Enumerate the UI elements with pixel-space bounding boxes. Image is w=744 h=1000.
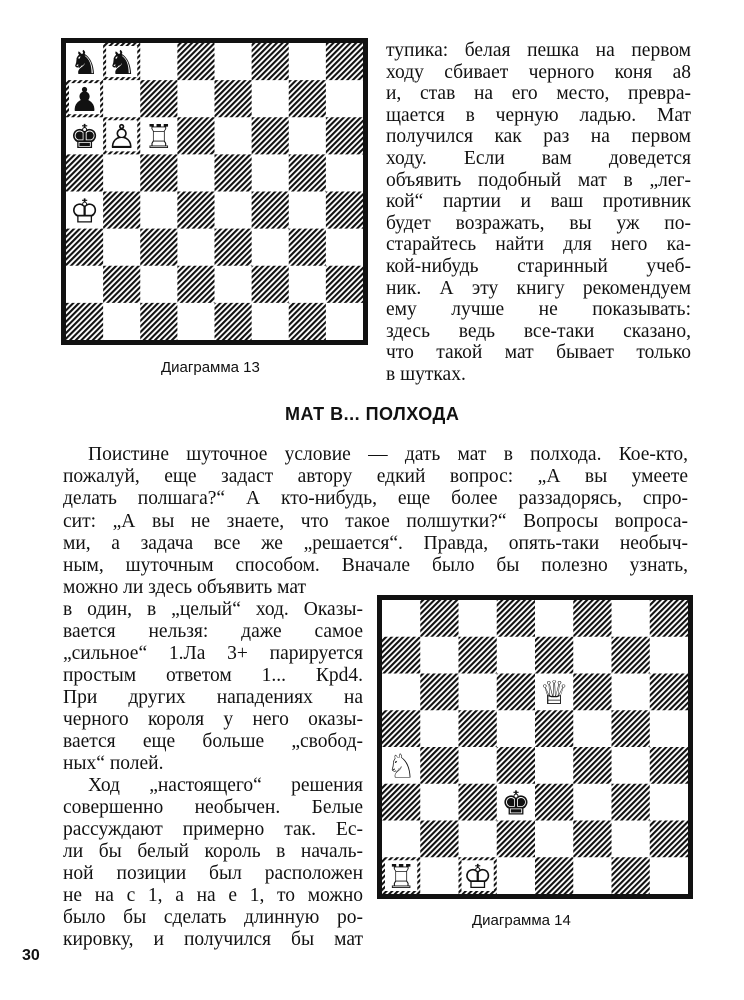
dark-square: [177, 192, 214, 229]
dark-square: [326, 43, 363, 80]
diagram-13-caption: Диаграмма 13: [161, 359, 260, 376]
dark-square: [497, 821, 535, 858]
dark-square: [215, 229, 252, 266]
dark-square: [497, 600, 535, 637]
text-line: ему лучше не показывать:: [386, 299, 691, 321]
dark-square: [420, 674, 458, 711]
text-line: получился как раз на первом: [386, 126, 691, 148]
text-line: ной позиции был расположен: [63, 863, 363, 884]
dark-square: [140, 154, 177, 191]
dark-square: [289, 80, 326, 117]
dark-square: [252, 192, 289, 229]
white-king-icon: ♔: [69, 191, 100, 231]
text-line: ходу. Если вам доведется: [386, 148, 691, 169]
white-queen-icon: ♕: [539, 673, 569, 713]
text-line: в шутках.: [386, 364, 466, 385]
chessboard: [66, 43, 363, 340]
text-line: в один, в „целый“ ход. Оказы-: [63, 599, 363, 620]
text-line: вается нельзя: даже самое: [63, 621, 363, 642]
dark-square: [612, 710, 650, 747]
dark-square: [66, 229, 103, 266]
text-line: пожалуй, еще задаст автору едкий вопрос: „А вы умеете: [63, 466, 688, 488]
dark-square: [420, 747, 458, 784]
dark-square: [289, 154, 326, 191]
dark-square: [289, 303, 326, 340]
dark-square: [382, 710, 420, 747]
dark-square: [140, 303, 177, 340]
text-line: кировку, и получился бы мат: [63, 929, 363, 950]
dark-square: [573, 821, 611, 858]
text-line: будет возражать, вы уж по-: [386, 212, 691, 234]
dark-square: [650, 600, 688, 637]
dark-square: [215, 80, 252, 117]
dark-square: [382, 784, 420, 821]
white-pawn-icon: ♙: [106, 117, 137, 157]
dark-square: [650, 821, 688, 858]
text-line: старайтесь найти для него ка-: [386, 234, 691, 256]
dark-square: [326, 117, 363, 154]
black-king-icon: ♚: [69, 117, 100, 157]
dark-square: [535, 637, 573, 674]
dark-square: [140, 229, 177, 266]
dark-square: [215, 303, 252, 340]
dark-square: [612, 637, 650, 674]
text-line: не на с 1, а на е 1, то можно: [63, 885, 363, 906]
black-knight-icon: ♞: [106, 43, 137, 82]
dark-square: [66, 303, 103, 340]
text-line: было бы сделать длинную ро-: [63, 907, 363, 928]
text-line: делать полшага?“ А кто-нибудь, еще более раззадорясь, спро-: [63, 488, 688, 510]
dark-square: [103, 266, 140, 303]
text-line: вается еще больше „свобод-: [63, 731, 363, 752]
dark-square: [215, 154, 252, 191]
dark-square: [459, 784, 497, 821]
text-line: кой-нибудь старинный учеб-: [386, 256, 691, 277]
dark-square: [382, 637, 420, 674]
text-line: рассуждают примерно так. Ес-: [63, 819, 363, 840]
dark-square: [459, 637, 497, 674]
black-king-icon: ♚: [501, 783, 531, 823]
text-line: совершенно необычен. Белые: [63, 797, 363, 818]
text-line: Поистине шуточное условие — дать мат в полхода. Кое-кто,: [88, 444, 688, 465]
text-line: ник. А эту книгу рекомендуем: [386, 277, 691, 299]
dark-square: [573, 747, 611, 784]
dark-square: [252, 43, 289, 80]
text-line: щается в черную ладью. Мат: [386, 104, 691, 126]
black-pawn-icon: ♟: [69, 79, 100, 119]
text-line: ходу сбивает черного коня а8: [386, 61, 691, 83]
white-king-icon: ♔: [462, 856, 493, 894]
chess-diagram-14: [377, 595, 693, 899]
white-knight-icon: ♘: [386, 746, 416, 786]
text-line: объявить подобный мат в „лег-: [386, 169, 691, 191]
dark-square: [497, 747, 535, 784]
dark-square: [289, 229, 326, 266]
text-line: кой“ партии и ваш противник: [386, 191, 691, 213]
text-line: здесь ведь все-таки сказано,: [386, 320, 691, 342]
text-line: ным, шуточным способом. Вначале было бы полезно узнать,: [63, 555, 688, 576]
diagram-14-caption: Диаграмма 14: [472, 912, 571, 929]
black-knight-icon: ♞: [69, 43, 100, 82]
dark-square: [177, 266, 214, 303]
text-line: ми, а задача все же „решается“. Правда, опять-таки необыч-: [63, 532, 688, 554]
text-line: Ход „настоящего“ решения: [88, 775, 363, 796]
dark-square: [326, 266, 363, 303]
text-line: ли бы белый король в началь-: [63, 841, 363, 862]
dark-square: [650, 747, 688, 784]
text-line: сит: „А вы не знаете, что такое полшутки?“ Вопросы вопроса-: [63, 510, 688, 532]
page-number: 30: [22, 947, 40, 964]
dark-square: [140, 80, 177, 117]
dark-square: [252, 266, 289, 303]
white-rook-icon: ♖: [386, 856, 416, 894]
dark-square: [459, 710, 497, 747]
text-line: и, став на его место, превра-: [386, 83, 691, 105]
dark-square: [177, 43, 214, 80]
dark-square: [420, 600, 458, 637]
dark-square: [573, 600, 611, 637]
text-line: При других нападениях на: [63, 687, 363, 708]
text-line: тупика: белая пешка на первом: [386, 40, 691, 61]
text-line: „сильное“ 1.Ла 3+ парируется: [63, 643, 363, 664]
dark-square: [66, 154, 103, 191]
dark-square: [535, 857, 573, 894]
chess-diagram-13: [61, 38, 368, 345]
dark-square: [650, 674, 688, 711]
section-heading: МАТ В... ПОЛХОДА: [285, 404, 460, 424]
dark-square: [612, 784, 650, 821]
text-line: черного короля у него оказы-: [63, 709, 363, 730]
dark-square: [103, 192, 140, 229]
dark-square: [252, 117, 289, 154]
dark-square: [420, 821, 458, 858]
dark-square: [573, 674, 611, 711]
dark-square: [177, 117, 214, 154]
dark-square: [326, 192, 363, 229]
dark-square: [535, 710, 573, 747]
text-line: можно ли здесь объявить мат: [63, 577, 307, 599]
chessboard: [382, 600, 688, 894]
dark-square: [497, 674, 535, 711]
text-line: ных“ полей.: [63, 753, 164, 774]
dark-square: [612, 857, 650, 894]
white-rook-icon: ♖: [144, 117, 174, 157]
dark-square: [535, 784, 573, 821]
text-line: что такой мат бывает только: [386, 342, 691, 364]
text-line: простым ответом 1... Крd4.: [63, 665, 363, 686]
